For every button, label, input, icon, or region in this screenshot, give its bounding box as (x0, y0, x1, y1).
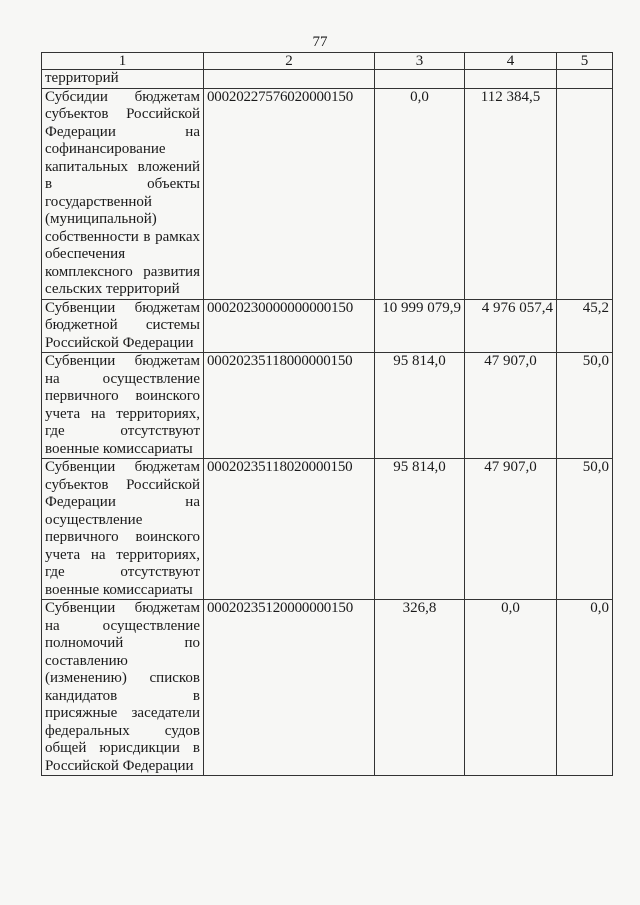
table-row (42, 299, 613, 353)
row-col3-cell: 0,0 (375, 88, 465, 299)
budget-table (41, 52, 613, 776)
row-col5-cell: 50,0 (557, 353, 613, 459)
row-name-cell: Субвенции бюджетам на осуществление полномочий по составлению (изменению) списков кандидатов в присяжные заседатели федеральных судов общей юрисдикции в Российской Федерации (42, 600, 204, 776)
row-code-cell: 00020227576020000150 (204, 88, 375, 299)
table-row (42, 353, 613, 459)
row-name-cell: Субвенции бюджетам на осуществление первичного воинского учета на территориях, где отсутствуют военные комиссариаты (42, 353, 204, 459)
header-row (42, 53, 613, 70)
page-number: 77 (312, 34, 328, 50)
row-col5-cell: 50,0 (557, 459, 613, 600)
row-col3-cell: 326,8 (375, 600, 465, 776)
header-cell-5: 5 (557, 53, 613, 70)
row-col5-cell (557, 88, 613, 299)
row-name-cell: Субвенции бюджетам бюджетной системы Российской Федерации (42, 299, 204, 353)
row-code-cell: 00020235120000000150 (204, 600, 375, 776)
row-col3-cell: 95 814,0 (375, 459, 465, 600)
row-col5-cell (557, 70, 613, 89)
row-col4-cell: 0,0 (465, 600, 557, 776)
row-code-cell: 00020235118000000150 (204, 353, 375, 459)
row-code-cell (204, 70, 375, 89)
row-col3-cell (375, 70, 465, 89)
row-col4-cell: 47 907,0 (465, 353, 557, 459)
row-name-cell: Субвенции бюджетам субъектов Российской Федерации на осуществление первичного воинского учета на территориях, где отсутствуют военные комиссариаты (42, 459, 204, 600)
header-cell-3: 3 (375, 53, 465, 70)
table-row (42, 459, 613, 600)
row-col3-cell: 95 814,0 (375, 353, 465, 459)
row-code-cell: 00020230000000000150 (204, 299, 375, 353)
header-cell-1: 1 (42, 53, 204, 70)
row-col3-cell: 10 999 079,9 (375, 299, 465, 353)
row-code-cell: 00020235118020000150 (204, 459, 375, 600)
header-cell-2: 2 (204, 53, 375, 70)
table-row (42, 70, 613, 89)
row-col4-cell: 4 976 057,4 (465, 299, 557, 353)
header-cell-4: 4 (465, 53, 557, 70)
row-name-cell: Субсидии бюджетам субъектов Российской Федерации на софинансирование капитальных вложений в объекты государственной (муниципальной) собственности в рамках обеспечения комплексного развития сельских территорий (42, 88, 204, 299)
table-row (42, 600, 613, 776)
row-col4-cell (465, 70, 557, 89)
table-row (42, 88, 613, 299)
row-col5-cell: 45,2 (557, 299, 613, 353)
row-name-cell: территорий (42, 70, 204, 89)
row-col4-cell: 47 907,0 (465, 459, 557, 600)
row-col5-cell: 0,0 (557, 600, 613, 776)
row-col4-cell: 112 384,5 (465, 88, 557, 299)
